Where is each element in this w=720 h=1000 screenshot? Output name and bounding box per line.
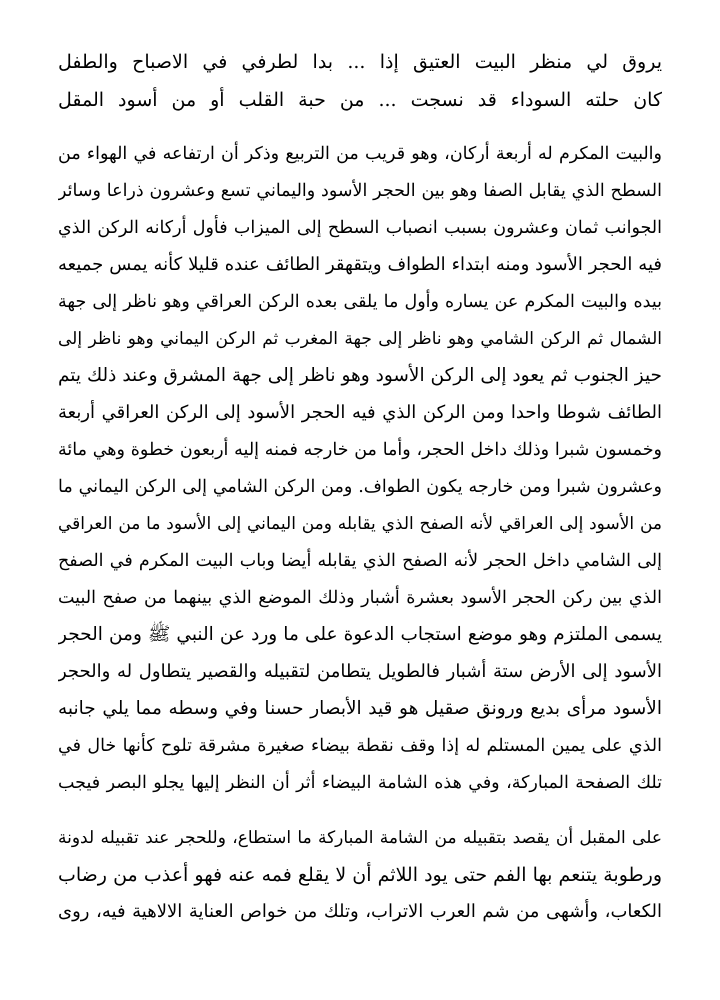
text-line: ورطوبة يتنعم بها الفم حتى يود اللاثم أن لا يقلع فمه عنه فهو أعذب من رضاب [58,864,662,886]
poem-line: يروق لي منظر البيت العتيق إذا ... بدا لطرفي في الاصباح والطفل [58,51,662,73]
poem-line: كان حلته السوداء قد نسجت ... من حبة القلب أو من أسود المقل [58,89,662,111]
text-line: على المقبل أن يقصد بتقبيله من الشامة المباركة ما استطاع، وللحجر عند تقبيله لدونة [58,828,662,848]
text-line: الأسود مرأى بديع ورونق صقيل هو قيد الأبصار حسنا وفي وسطه مما يلي جانبه [58,698,662,719]
text-line: الذي بين ركن الحجر الأسود بعشرة أشبار وذلك الموضع الذي بينهما من صفح البيت [58,588,662,608]
text-line: فيه الحجر الأسود ومنه ابتداء الطواف ويتقهقر الطائف عنده قليلا كأنه يمس جميعه [58,254,662,275]
text-line: بيده والبيت المكرم عن يساره وأول ما يلقى بعده الركن العراقي وهو ناظر إلى جهة [58,292,662,312]
text-line: الذي على يمين المستلم له إذا وقف نقطة بيضاء صغيرة مشرقة تلوح كأنها خال في [58,736,662,756]
text-line: وعشرون شبرا ومن خارجه يكون الطواف. ومن الركن الشامي إلى الركن اليماني ما [58,477,662,497]
text-line: يسمى الملتزم وهو موضع استجاب الدعوة على ما ورد عن النبي ﷺ ومن الحجر [58,624,662,645]
text-line: الأسود إلى الأرض ستة أشبار فالطويل يتطامن لتقبيله والقصير يتطاول له والحجر [58,661,662,682]
text-line: تلك الصفحة المباركة، وفي هذه الشامة البيضاء أثر أن النظر إليها يجلو البصر فيجب [58,773,662,793]
text-line: الشمال ثم الركن الشامي وهو ناظر إلى جهة المغرب ثم الركن اليماني وهو ناظر إلى [58,329,662,349]
text-line: من الأسود إلى العراقي لأنه الصفح الذي يقابله ومن اليماني إلى الأسود ما من العراقي [58,514,662,534]
text-line: الكعاب، وأشهى من شم العرب الاتراب، وتلك من خواص العناية الالاهية فيه، روى [58,901,662,922]
text-line: الطائف شوطا واحدا ومن الركن الذي فيه الحجر الأسود إلى الركن العراقي أربعة [58,402,662,423]
text-line: الجوانب ثمان وعشرون بسبب انصباب السطح إلى الميزاب فأول أركانه الركن الذي [58,218,662,238]
text-line: حيز الجنوب ثم يعود إلى الركن الأسود وهو ناظر إلى جهة المشرق وعند ذلك يتم [58,365,662,386]
text-line: وخمسون شبرا وذلك داخل الحجر، وأما من خارجه فمنه إليه أربعون خطوة وهي مائة [58,440,662,460]
text-line: السطح الذي يقابل الصفا وهو بين الحجر الأسود واليماني تسع وعشرون ذراعا وسائر [58,181,662,201]
text-line: والبيت المكرم له أربعة أركان، وهو قريب من التربيع وذكر أن ارتفاعه في الهواء من [58,144,662,164]
text-line: إلى الشامي داخل الحجر لأنه الصفح الذي يقابله أيضا وباب البيت المكرم في الصفح [58,551,662,571]
